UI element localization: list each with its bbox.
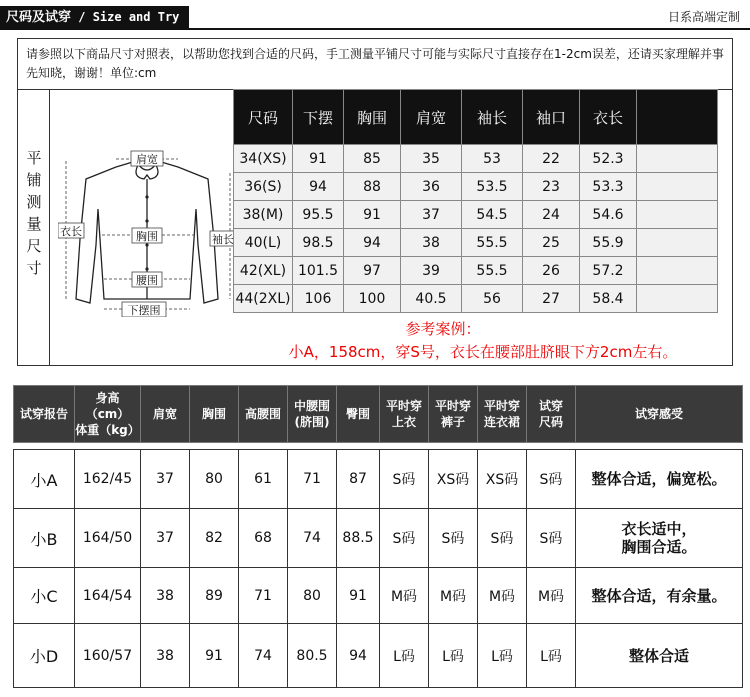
coat-diagram xyxy=(58,149,236,317)
cell: 38 xyxy=(141,568,190,624)
cell: 37 xyxy=(401,201,462,229)
col-feeling: 试穿感受 xyxy=(576,386,743,443)
reference-text: 小A，158cm，穿S号，衣长在腰部肚脐眼下方2cm左右。 xyxy=(288,343,678,361)
cell: 39 xyxy=(401,257,462,285)
cell: 164/50 xyxy=(75,509,141,568)
cell: 小D xyxy=(14,624,75,688)
cell: S码 xyxy=(527,509,576,568)
label-sleeve: 袖长 xyxy=(212,233,234,246)
label-waist: 腰围 xyxy=(136,274,158,287)
col-try-size: 试穿 尺码 xyxy=(527,386,576,443)
cell: L码 xyxy=(478,624,527,688)
cell: L码 xyxy=(429,624,478,688)
cell: 54.6 xyxy=(580,201,637,229)
cell: 38(M) xyxy=(234,201,293,229)
table-row xyxy=(14,568,743,624)
cell: 55.5 xyxy=(462,229,523,257)
cell xyxy=(637,257,718,285)
label-shoulder: 肩宽 xyxy=(136,153,158,166)
cell: 整体合适 xyxy=(576,624,743,688)
spacer xyxy=(14,443,743,450)
table-header-row xyxy=(234,90,718,145)
cell xyxy=(637,173,718,201)
cell: 小C xyxy=(14,568,75,624)
title-sep: / xyxy=(71,10,93,24)
cell: 68 xyxy=(239,509,288,568)
cell: 164/54 xyxy=(75,568,141,624)
col-high-waist: 高腰围 xyxy=(239,386,288,443)
cell: 25 xyxy=(523,229,580,257)
cell: 38 xyxy=(141,624,190,688)
col-cuff: 袖口 xyxy=(523,90,580,145)
col-shoulder: 肩宽 xyxy=(141,386,190,443)
cell: 23 xyxy=(523,173,580,201)
col-usual-top: 平时穿 上衣 xyxy=(380,386,429,443)
table-row xyxy=(234,229,718,257)
cell: 55.5 xyxy=(462,257,523,285)
spacer-row xyxy=(14,443,743,450)
cell: M码 xyxy=(478,568,527,624)
cell: 160/57 xyxy=(75,624,141,688)
cell: 53.3 xyxy=(580,173,637,201)
brand-tagline: 日系高端定制 xyxy=(667,10,740,24)
cell: 91 xyxy=(190,624,239,688)
cell: 80 xyxy=(288,568,337,624)
cell: 小A xyxy=(14,450,75,509)
measure-label: 平铺测量尺寸 xyxy=(26,149,42,277)
cell: 94 xyxy=(337,624,380,688)
cell: 91 xyxy=(337,568,380,624)
cell: 37 xyxy=(141,509,190,568)
cell: XS码 xyxy=(429,450,478,509)
cell: 98.5 xyxy=(293,229,344,257)
cell: M码 xyxy=(380,568,429,624)
col-shoulder: 肩宽 xyxy=(401,90,462,145)
col-tester: 试穿报告 xyxy=(14,386,75,443)
cell: 106 xyxy=(293,285,344,313)
table-row xyxy=(14,624,743,688)
col-usual-dress: 平时穿 连衣裙 xyxy=(478,386,527,443)
cell: 71 xyxy=(239,568,288,624)
cell: 71 xyxy=(288,450,337,509)
cell: 91 xyxy=(344,201,401,229)
col-blank xyxy=(637,90,718,145)
cell: 80 xyxy=(190,450,239,509)
table-row xyxy=(234,285,718,313)
cell: 94 xyxy=(344,229,401,257)
cell: 37 xyxy=(141,450,190,509)
cell: S码 xyxy=(527,450,576,509)
cell: 56 xyxy=(462,285,523,313)
cell: M码 xyxy=(429,568,478,624)
col-chest: 胸围 xyxy=(344,90,401,145)
cell: 101.5 xyxy=(293,257,344,285)
reference-title: 参考案例： xyxy=(405,320,481,338)
cell: 61 xyxy=(239,450,288,509)
cell: 54.5 xyxy=(462,201,523,229)
col-size: 尺码 xyxy=(234,90,293,145)
cell: 24 xyxy=(523,201,580,229)
col-mid-waist: 中腰围 (脐围) xyxy=(288,386,337,443)
cell: L码 xyxy=(527,624,576,688)
cell xyxy=(637,201,718,229)
cell: 85 xyxy=(344,145,401,173)
cell: 35 xyxy=(401,145,462,173)
cell: S码 xyxy=(380,450,429,509)
cell: 27 xyxy=(523,285,580,313)
cell: 42(XL) xyxy=(234,257,293,285)
cell: 34(XS) xyxy=(234,145,293,173)
cell: 88.5 xyxy=(337,509,380,568)
cell: 162/45 xyxy=(75,450,141,509)
col-hem: 下摆 xyxy=(293,90,344,145)
label-chest: 胸围 xyxy=(136,230,158,243)
cell: 94 xyxy=(293,173,344,201)
cell: 58.4 xyxy=(580,285,637,313)
cell: 40.5 xyxy=(401,285,462,313)
cell: 36(S) xyxy=(234,173,293,201)
cell: 74 xyxy=(288,509,337,568)
col-height-weight: 身高（cm） 体重（kg） xyxy=(75,386,141,443)
cell: 89 xyxy=(190,568,239,624)
cell: 55.9 xyxy=(580,229,637,257)
col-sleeve: 袖长 xyxy=(462,90,523,145)
table-row xyxy=(234,201,718,229)
intro-text: 请参照以下商品尺寸对照表，以帮助您找到合适的尺码，手工测量平铺尺寸可能与实际尺寸直接存在1-2cm误差，还请买家理解并事先知晓，谢谢！单位:cm xyxy=(26,47,724,80)
cell: 40(L) xyxy=(234,229,293,257)
section-title xyxy=(0,6,189,28)
divider xyxy=(49,89,50,365)
label-length: 衣长 xyxy=(60,225,82,238)
cell: 80.5 xyxy=(288,624,337,688)
cell: 57.2 xyxy=(580,257,637,285)
cell: 38 xyxy=(401,229,462,257)
cell: 小B xyxy=(14,509,75,568)
table-header-row xyxy=(14,386,743,443)
table-row xyxy=(234,257,718,285)
fit-report-table xyxy=(13,385,743,688)
cell: 整体合适，偏宽松。 xyxy=(576,450,743,509)
label-hem: 下摆围 xyxy=(127,304,161,317)
table-row xyxy=(14,450,743,509)
cell: 53.5 xyxy=(462,173,523,201)
size-table xyxy=(233,89,718,313)
header-bar xyxy=(0,0,750,30)
cell: 100 xyxy=(344,285,401,313)
cell: S码 xyxy=(380,509,429,568)
title-cn: 尺码及试穿 xyxy=(6,10,72,25)
col-chest: 胸围 xyxy=(190,386,239,443)
cell xyxy=(637,229,718,257)
cell: L码 xyxy=(380,624,429,688)
cell: 87 xyxy=(337,450,380,509)
table-row xyxy=(234,173,718,201)
cell: 91 xyxy=(293,145,344,173)
col-usual-pants: 平时穿 裤子 xyxy=(429,386,478,443)
title-en: Size and Try xyxy=(92,10,180,24)
header-divider xyxy=(0,28,750,30)
cell: 74 xyxy=(239,624,288,688)
cell: XS码 xyxy=(478,450,527,509)
cell: 44(2XL) xyxy=(234,285,293,313)
col-hip: 臀围 xyxy=(337,386,380,443)
cell: 82 xyxy=(190,509,239,568)
cell: 26 xyxy=(523,257,580,285)
cell: S码 xyxy=(429,509,478,568)
cell: M码 xyxy=(527,568,576,624)
cell: 52.3 xyxy=(580,145,637,173)
cell: S码 xyxy=(478,509,527,568)
cell: 整体合适，有余量。 xyxy=(576,568,743,624)
cell: 衣长适中， 胸围合适。 xyxy=(576,509,743,568)
cell: 97 xyxy=(344,257,401,285)
cell: 88 xyxy=(344,173,401,201)
cell xyxy=(637,285,718,313)
cell: 36 xyxy=(401,173,462,201)
cell xyxy=(637,145,718,173)
table-row xyxy=(14,509,743,568)
size-chart-box xyxy=(17,38,733,366)
table-row xyxy=(234,145,718,173)
cell: 22 xyxy=(523,145,580,173)
col-length: 衣长 xyxy=(580,90,637,145)
cell: 53 xyxy=(462,145,523,173)
cell: 95.5 xyxy=(293,201,344,229)
